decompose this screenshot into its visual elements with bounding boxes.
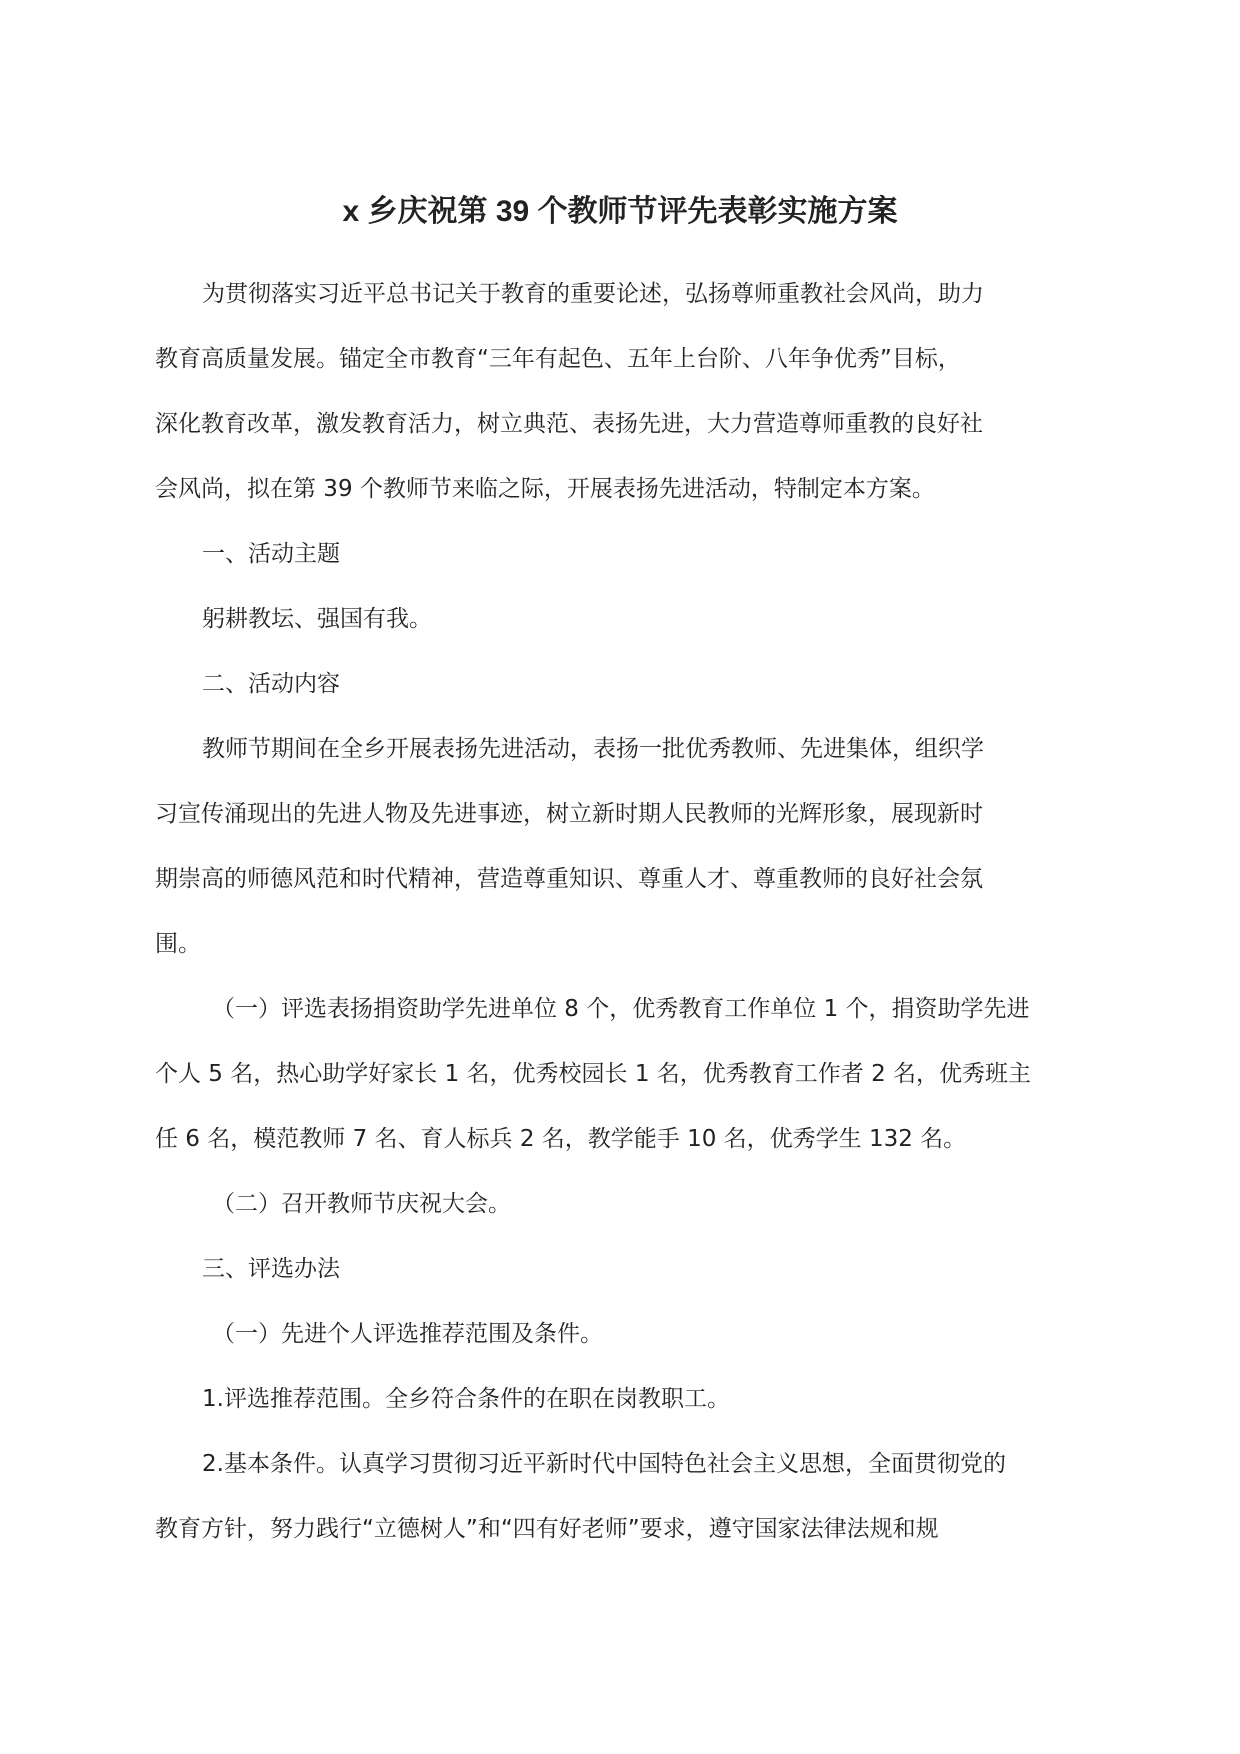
paragraph-line: 教育方针，努力践行“立德树人”和“四有好老师”要求，遵守国家法律法规和规 (155, 1516, 939, 1542)
paragraph-line: （一）评选表扬捐资助学先进单位 8 个，优秀教育工作单位 1 个，捐资助学先进 (212, 996, 1030, 1022)
paragraph-line: 2.基本条件。认真学习贯彻习近平新时代中国特色社会主义思想，全面贯彻党的 (202, 1451, 1006, 1477)
paragraph-line: （二）召开教师节庆祝大会。 (212, 1191, 511, 1217)
document-title: x 乡庆祝第 39 个教师节评先表彰实施方案 (342, 195, 898, 228)
paragraph-line: 个人 5 名，热心助学好家长 1 名，优秀校园长 1 名，优秀教育工作者 2 名，优秀班主 (155, 1061, 1032, 1087)
paragraph-line: 围。 (155, 931, 201, 957)
subsection-heading: （一）先进个人评选推荐范围及条件。 (212, 1321, 603, 1347)
paragraph-line: 教师节期间在全乡开展表扬先进活动，表扬一批优秀教师、先进集体，组织学 (202, 736, 984, 762)
paragraph-line: 为贯彻落实习近平总书记关于教育的重要论述，弘扬尊师重教社会风尚，助力 (202, 281, 984, 307)
section-heading: 一、活动主题 (202, 541, 340, 567)
document-body (155, 262, 1085, 1562)
paragraph-line: 1.评选推荐范围。全乡符合条件的在职在岗教职工。 (202, 1386, 730, 1412)
paragraph-line: 会风尚，拟在第 39 个教师节来临之际，开展表扬先进活动，特制定本方案。 (155, 476, 935, 502)
paragraph-line: 习宣传涌现出的先进人物及先进事迹，树立新时期人民教师的光辉形象，展现新时 (155, 801, 983, 827)
section-heading: 三、评选办法 (202, 1256, 340, 1282)
paragraph-line: 任 6 名，模范教师 7 名、育人标兵 2 名，教学能手 10 名，优秀学生 132 名。 (155, 1126, 967, 1152)
paragraph-line: 躬耕教坛、强国有我。 (202, 606, 432, 632)
section-heading: 二、活动内容 (202, 671, 340, 697)
paragraph-line: 期崇高的师德风范和时代精神，营造尊重知识、尊重人才、尊重教师的良好社会氛 (155, 866, 983, 892)
paragraph-line: 深化教育改革，激发教育活力，树立典范、表扬先进，大力营造尊师重教的良好社 (155, 411, 983, 437)
paragraph-line: 教育高质量发展。锚定全市教育“三年有起色、五年上台阶、八年争优秀”目标， (155, 346, 961, 372)
